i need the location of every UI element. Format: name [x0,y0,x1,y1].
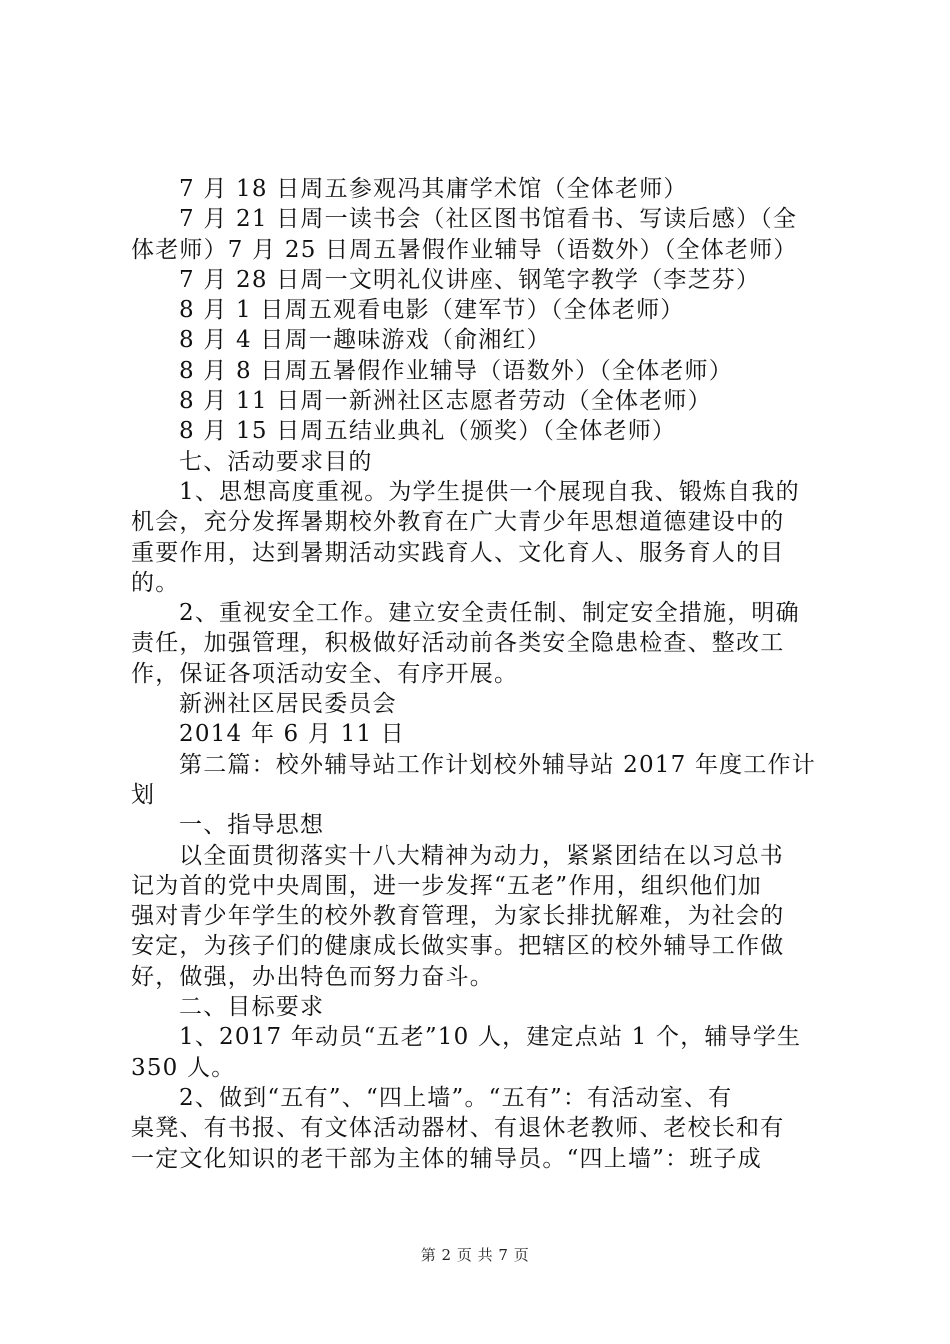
text-line: 7 月 21 日周一读书会（社区图书馆看书、写读后感）（全 [179,206,798,233]
text-line: 新洲社区居民委员会 [179,691,397,718]
page-number-label: 第 2 页 共 7 页 [420,1246,530,1264]
text-line: 记为首的党中央周围，进一步发挥“五老”作用，组织他们加 [131,872,762,899]
text-line: 7 月 18 日周五参观冯其庸学术馆（全体老师） [179,176,688,202]
text-line: 一定文化知识的老干部为主体的辅导员。“四上墙”：班子成 [131,1145,762,1172]
text-line: 2、做到“五有”、“四上墙”。“五有”：有活动室、有 [179,1084,733,1111]
text-line: 以全面贯彻落实十八大精神为动力，紧紧团结在以习总书 [179,842,784,869]
page-footer [0,1244,950,1265]
text-line: 7 月 28 日周一文明礼仪讲座、钢笔字教学（李芝芬） [179,266,761,293]
text-line: 二、目标要求 [179,994,325,1021]
text-line: 强对青少年学生的校外教育管理，为家长排扰解难，为社会的 [131,903,785,930]
document-body [131,174,831,1174]
text-line: 一、指导思想 [179,812,325,839]
text-line: 2014 年 6 月 11 日 [179,721,405,748]
text-line: 1、思想高度重视。为学生提供一个展现自我、锻炼自我的 [179,478,800,505]
text-line: 七、活动要求目的 [179,448,373,475]
text-line: 8 月 11 日周一新洲社区志愿者劳动（全体老师） [179,388,712,415]
text-line: 8 月 4 日周一趣味游戏（俞湘红） [179,327,551,354]
text-line: 8 月 1 日周五观看电影（建军节）（全体老师） [179,297,685,324]
text-line: 作，保证各项活动安全、有序开展。 [131,660,519,687]
text-line: 体老师）7 月 25 日周五暑假作业辅导（语数外）（全体老师） [131,236,798,263]
text-line: 第二篇：校外辅导站工作计划校外辅导站 2017 年度工作计 [179,751,816,778]
text-line: 机会，充分发挥暑期校外教育在广大青少年思想道德建设中的 [131,509,785,536]
text-line: 2、重视安全工作。建立安全责任制、制定安全措施，明确 [179,600,800,627]
text-line: 的。 [131,569,180,596]
text-line: 350 人。 [131,1054,236,1081]
text-line: 责任，加强管理，积极做好活动前各类安全隐患检查、整改工 [131,630,785,657]
text-line: 重要作用，达到暑期活动实践育人、文化育人、服务育人的目 [131,539,785,566]
text-line: 好，做强，办出特色而努力奋斗。 [131,963,494,990]
text-line: 8 月 15 日周五结业典礼（颁奖）（全体老师） [179,418,677,445]
text-line: 1、2017 年动员“五老”10 人，建定点站 1 个，辅导学生 [179,1024,802,1051]
text-line: 划 [131,781,156,808]
text-line: 桌凳、有书报、有文体活动器材、有退休老教师、老校长和有 [131,1115,785,1142]
text-line: 8 月 8 日周五暑假作业辅导（语数外）（全体老师） [179,357,733,384]
text-line: 安定，为孩子们的健康成长做实事。把辖区的校外辅导工作做 [131,933,785,960]
